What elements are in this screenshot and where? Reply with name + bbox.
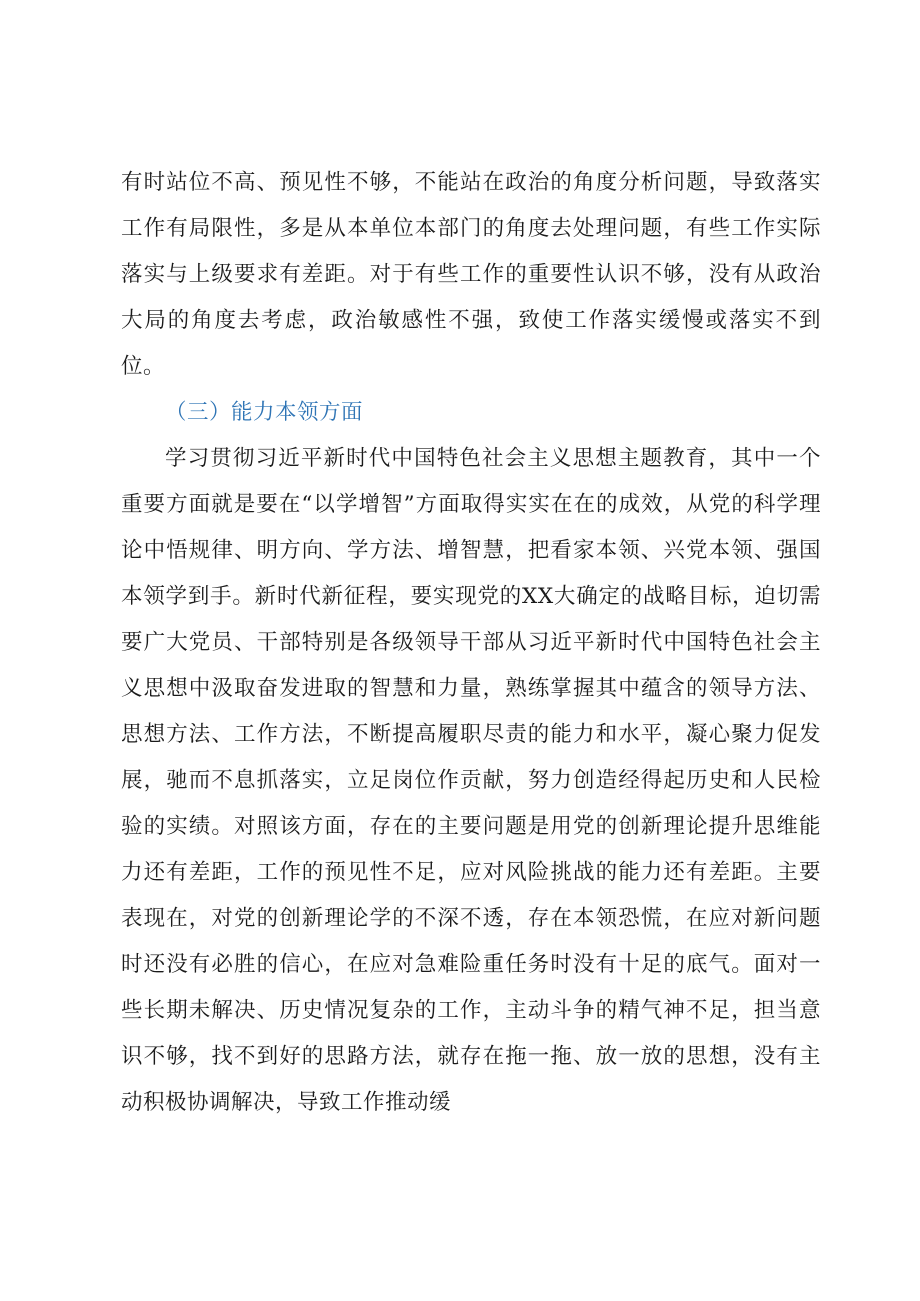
paragraph-continuation: 有时站位不高、预见性不够，不能站在政治的角度分析问题，导致落实工作有局限性，多是从本单位本部门的角度去处理问题，有些工作实际落实与上级要求有差距。对于有些工作的重要性认识不够，没有从政治大局的角度去考虑，政治敏感性不强，致使工作落实缓慢或落实不到位。 — [121, 170, 821, 379]
document-body — [121, 160, 821, 1126]
paragraph-body: 学习贯彻习近平新时代中国特色社会主义思想主题教育，其中一个重要方面就是要在“以学增智”方面取得实实在在的成效，从党的科学理论中悟规律、明方向、学方法、增智慧，把看家本领、兴党本领、强国本领学到手。新时代新征程，要实现党的XX大确定的战略目标，迫切需要广大党员、干部特别是各级领导干部从习近平新时代中国特色社会主义思想中汲取奋发进取的智慧和力量，熟练掌握其中蕴含的领导方法、思想方法、工作方法，不断提高履职尽责的能力和水平，凝心聚力促发展，驰而不息抓落实，立足岗位作贡献，努力创造经得起历史和人民检验的实绩。对照该方面，存在的主要问题是用党的创新理论提升思维能力还有差距，工作的预见性不足，应对风险挑战的能力还有差距。主要表现在，对党的创新理论学的不深不透，存在本领恐慌，在应对新问题时还没有必胜的信心，在应对急难险重任务时没有十足的底气。面对一些长期未解决、历史情况复杂的工作，主动斗争的精气神不足，担当意识不够，找不到好的思路方法，就存在拖一拖、放一放的思想，没有主动积极协调解决，导致工作推动缓 — [121, 446, 821, 1115]
section-heading: （三）能力本领方面 — [165, 400, 364, 425]
